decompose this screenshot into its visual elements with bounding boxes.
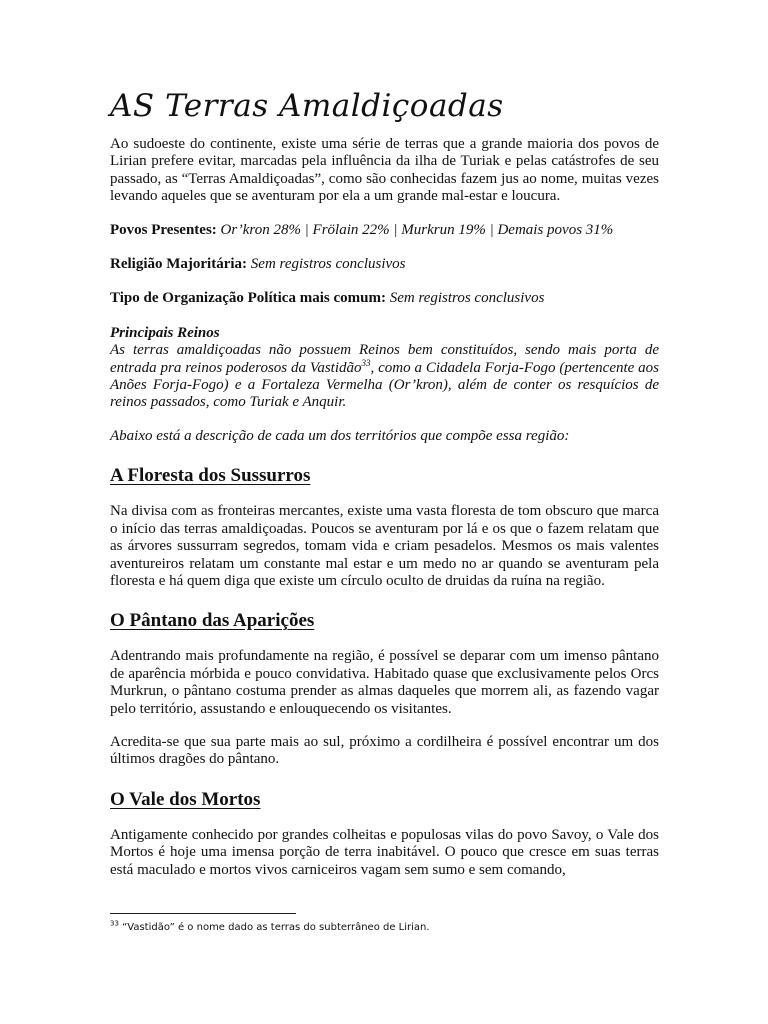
intro-paragraph: Ao sudoeste do continente, existe uma série de terras que a grande maioria dos povos de Lirian prefere evitar, marcadas pela influência da ilha de Turiak e pelas catástrofes de seu passado, as “Terras Amaldiçoadas”, como são conhecidas fazem jus ao nome, muitas vezes levando aqueles que se aventuram por ela a um grande mal-estar e loucura. xyxy=(110,136,659,205)
section-paragraph: Adentrando mais profundamente na região, é possível se deparar com um imenso pântano de aparência mórbida e pouco convidativa. Habitado quase que exclusivamente pelos Orcs Murkrun, o pântano costuma prender as almas daqueles que morrem ali, as fazendo vagar pelo território, assustando e enlouquecendo os visitantes. xyxy=(110,648,659,717)
religiao-value: Sem registros conclusivos xyxy=(250,256,406,273)
section-vale xyxy=(110,789,659,879)
section-paragraph: Antigamente conhecido por grandes colheitas e populosas vilas do povo Savoy, o Vale dos Mortos é hoje uma imensa porção de terra inabitável. O pouco que cresce em suas terras está maculado e mortos vivos carniceiros vagam sem sumo e sem comando, xyxy=(110,826,659,878)
section-floresta xyxy=(110,465,659,590)
footnote-divider xyxy=(110,913,296,914)
reinos-heading: Principais Reinos xyxy=(110,324,220,341)
page-title: AS Terras Amaldiçoadas xyxy=(110,88,504,124)
section-pantano xyxy=(110,610,659,768)
religiao-line xyxy=(110,256,659,273)
povos-line xyxy=(110,222,659,239)
povos-value: Or’kron 28% | Frölain 22% | Murkrun 19% | Demais povos 31% xyxy=(220,221,614,238)
section-heading: O Pântano das Aparições xyxy=(110,610,315,632)
section-heading: A Floresta dos Sussurros xyxy=(110,465,311,487)
povos-label: Povos Presentes: xyxy=(110,221,217,238)
organizacao-label: Tipo de Organização Política mais comum: xyxy=(110,290,386,307)
organizacao-value: Sem registros conclusivos xyxy=(389,290,545,307)
reinos-closing: Abaixo está a descrição de cada um dos territórios que compõe essa região: xyxy=(110,427,570,444)
religiao-label: Religião Majoritária: xyxy=(110,256,248,273)
reinos-text-before: As terras amaldiçoadas não possuem Reinos bem constituídos, sendo mais porta de entrada pra reinos poderosos da Vastidão xyxy=(110,342,659,376)
footnote-mark: 33 xyxy=(110,919,119,928)
reinos-paragraph xyxy=(110,342,659,412)
footnote-reference[interactable]: 33 xyxy=(361,357,371,368)
organizacao-line xyxy=(110,290,659,307)
section-paragraph: Acredita-se que sua parte mais ao sul, próximo a cordilheira é possível encontrar um dos últimos dragões do pântano. xyxy=(110,733,659,768)
section-heading: O Vale dos Mortos xyxy=(110,788,261,810)
reinos-text-after: , como a Cidadela Forja-Fogo (pertencente aos Anões Forja-Fogo) e a Fortaleza Vermelha (Or’kron), além de conter os resquícios de reinos passados, como Turiak e Anquir. xyxy=(110,359,660,411)
document-page xyxy=(110,86,659,879)
footnote-text: “Vastidão” é o nome dado as terras do subterrâneo de Lirian. xyxy=(118,922,430,933)
section-paragraph: Na divisa com as fronteiras mercantes, existe uma vasta floresta de tom obscuro que marca o início das terras amaldiçoadas. Poucos se aventuram por lá e os que o fazem relatam que as árvores sussurram segredos, tomam vida e criam pesadelos. Mesmos os mais valentes aventureiros relatam um constante mal estar e um medo no ar quando se aventuram pela floresta e há quem diga que existe um círculo oculto de druidas da ruína na região. xyxy=(110,503,659,589)
footnote xyxy=(110,921,659,934)
